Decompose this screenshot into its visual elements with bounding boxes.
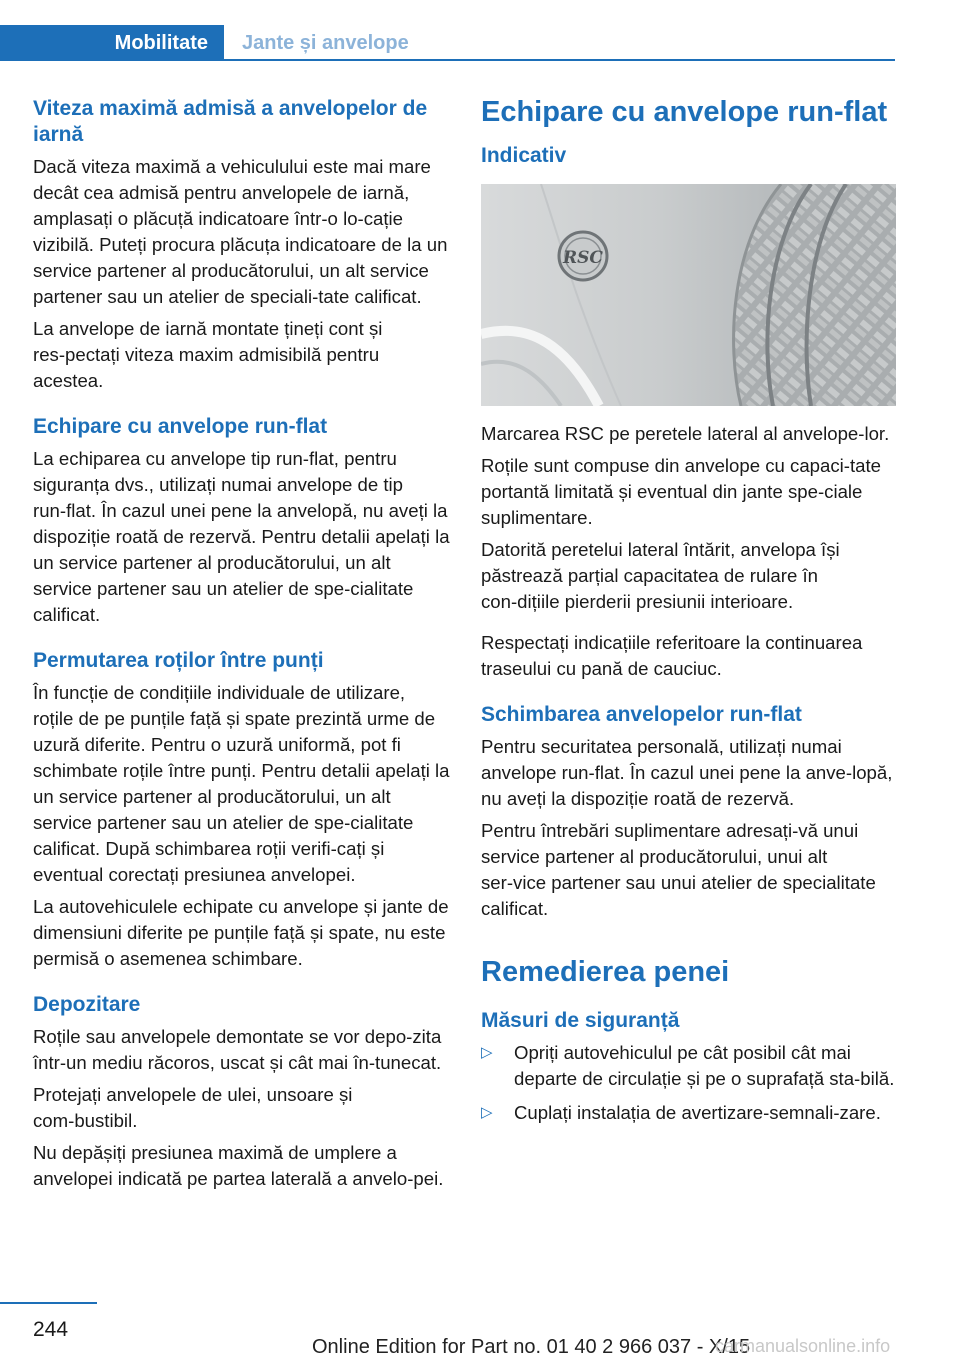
rsc-tire-illustration (481, 184, 896, 406)
rotation-paragraph: În funcție de condițiile individuale de utilizare, roțile de pe punțile față și spate prezintă urme de uzură diferite. Pentru o uzură uniformă, pot fi schimbate roțile între punți. Pentru detalii apelați la un service partener al producătorului, un alt service partener sau un atelier de spe‑cialitate calificat. După schimbarea roții verifi‑cați și eventual corectați presiunea anvelopei. (33, 682, 450, 885)
list-item (481, 1100, 896, 1126)
storage-paragraph-3: Nu depășiți presiunea maximă de umplere a anvelopei indicată pe partea laterală a anvelo‑pei. (33, 1142, 444, 1189)
chapter-tab: Jante și anvelope (242, 32, 409, 54)
list-item-text: Cuplați instalația de avertizare‑semnali‑zare. (514, 1102, 881, 1123)
right-column (481, 96, 896, 1126)
indicator-paragraph-1: Roțile sunt compuse din anvelope cu capaci‑tate portantă limitată și eventual din jante spe‑ciale suplimentare. (481, 455, 882, 528)
footer-divider (0, 1302, 97, 1304)
safety-list (481, 1040, 896, 1126)
repair-title: Remedierea penei (481, 956, 730, 988)
bullet-triangle-icon: ▷ (481, 1044, 493, 1061)
storage-paragraph-2: Protejați anvelopele de ulei, unsoare și com‑bustibil. (33, 1084, 353, 1131)
watermark: carmanualsonline.info (715, 1336, 891, 1356)
runflat-paragraph: La echiparea cu anvelope tip run‑flat, pentru siguranța dvs., utilizați numai anvelope de tip run‑flat. În cazul unei pene la anvelopă, nu aveți la dispoziție roată de rezervă. Pentru detalii apelați la un service partener al producătorului, un alt service partener sau un atelier de spe‑cialitate calificat. (33, 448, 450, 625)
rsc-logo: RSC (563, 248, 603, 268)
rotation-heading: Permutarea roților între punți (33, 649, 324, 672)
list-item (481, 1040, 896, 1092)
indicator-heading: Indicativ (481, 144, 567, 167)
winter-speed-note: La anvelope de iarnă montate țineți cont și res‑pectați viteza maxim admisibilă pentru acestea. (33, 318, 383, 391)
storage-paragraph-1: Roțile sau anvelopele demontate se vor depo‑zita într‑un mediu răcoros, uscat și cât mai în‑tunecat. (33, 1026, 442, 1073)
header-divider (0, 59, 895, 61)
storage-heading: Depozitare (33, 993, 141, 1016)
list-item-text: Opriți autovehiculul pe cât posibil cât mai departe de circulație și pe o suprafață sta‑bilă. (514, 1042, 895, 1089)
winter-speed-paragraph: Dacă viteza maximă a vehiculului este mai mare decât cea admisă pentru anvelopele de iarnă, amplasați o plăcuță indicatoare într‑o lo‑cație vizibilă. Puteți procura plăcuța indicatoare de la un service partener al producătorului, un alt service partener sau un atelier de speciali‑tate calificat. (33, 156, 448, 307)
indicator-paragraph-2: Datorită peretelui lateral întărit, anvelopa își păstrează parțial capacitatea de rulare în con‑dițiile pierderii presiunii interioare. (481, 539, 840, 612)
left-column (33, 96, 450, 1192)
winter-speed-heading: Viteza maximă admisă a anvelopelor de iarnă (33, 97, 428, 146)
bullet-triangle-icon: ▷ (481, 1104, 493, 1121)
indicator-paragraph-3: Respectați indicațiile referitoare la continuarea traseului cu pană de cauciuc. (481, 632, 863, 679)
rotation-note: La autovehiculele echipate cu anvelope și jante de dimensiuni diferite pe punțile față și spate, nu este permisă o asemenea schimbare. (33, 896, 449, 969)
page-number: 244 (33, 1318, 69, 1341)
change-heading: Schimbarea anvelopelor run‑flat (481, 703, 802, 726)
figure-caption: Marcarea RSC pe peretele lateral al anvelope‑lor. (481, 423, 890, 444)
change-paragraph-2: Pentru întrebări suplimentare adresați‑vă unui service partener al producătorului, unui alt ser‑vice partener sau unui atelier de specialitate calificat. (481, 820, 876, 919)
change-paragraph-1: Pentru securitatea personală, utilizați numai anvelope run‑flat. În cazul unei pene la anve‑lopă, nu aveți la dispoziție roată de rezervă. (481, 736, 893, 809)
edition-text: Online Edition for Part no. 01 40 2 966 037 - X/15 (312, 1336, 751, 1358)
runflat-title: Echipare cu anvelope run‑flat (481, 96, 888, 128)
section-tab: Mobilitate (0, 25, 224, 61)
runflat-heading: Echipare cu anvelope run‑flat (33, 415, 328, 438)
safety-heading: Măsuri de siguranță (481, 1009, 680, 1032)
header-tab-bar (0, 25, 895, 61)
